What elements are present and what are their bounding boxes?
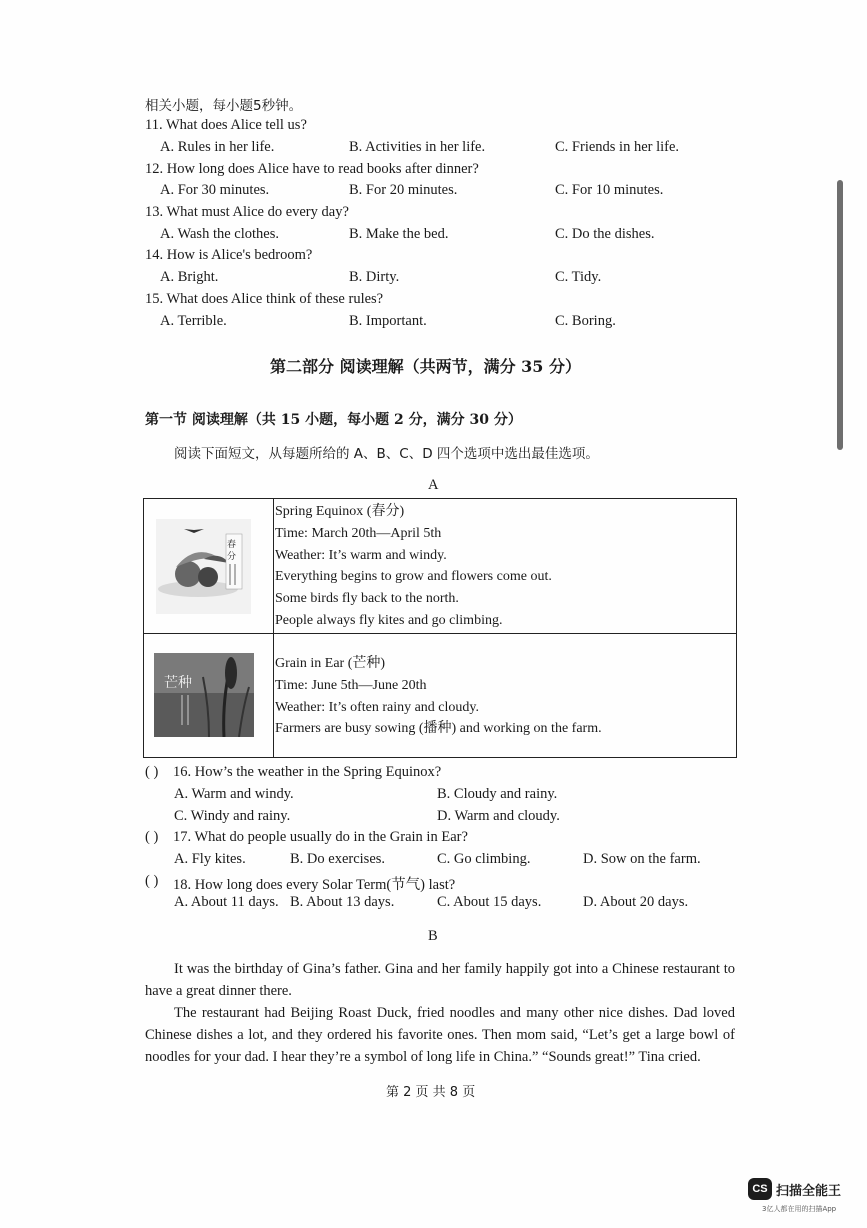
option-b: B. Make the bed. — [349, 226, 449, 242]
passage-b-label: B — [428, 928, 438, 944]
option-c: C. Tidy. — [555, 269, 602, 285]
option-a: A. Bright. — [160, 269, 219, 285]
question-18: 18. How long does every Solar Term(节气) last? — [173, 877, 456, 893]
option-b: B. Cloudy and rainy. — [437, 786, 558, 802]
term-line: Everything begins to grow and flowers come out. — [275, 569, 552, 585]
instructions: 阅读下面短文，从每题所给的 A、B、C、D 四个选项中选出最佳选项。 — [174, 446, 599, 462]
term-time: Time: June 5th—June 20th — [275, 677, 427, 693]
question-13: 13. What must Alice do every day? — [145, 204, 349, 220]
option-c: C. For 10 minutes. — [555, 182, 664, 198]
scanner-logo: CS — [748, 1178, 772, 1200]
spring-equinox-image — [156, 519, 251, 614]
option-b: B. Activities in her life. — [349, 139, 486, 155]
page-footer: 第 2 页 共 8 页 — [386, 1085, 476, 1100]
spring-equinox-text — [275, 499, 736, 633]
image-caption: 春 — [227, 540, 237, 550]
option-a: A. Warm and windy. — [174, 786, 294, 802]
image-caption: 芒种 — [164, 675, 192, 691]
question-11: 11. What does Alice tell us? — [145, 117, 307, 133]
option-b: B. For 20 minutes. — [349, 182, 458, 198]
option-a: A. About 11 days. — [174, 894, 279, 910]
part-two-title: 第二部分 阅读理解（共两节，满分 35 分） — [270, 357, 581, 376]
scanner-tagline: 3亿人都在用的扫描App — [762, 1205, 837, 1213]
term-line: Farmers are busy sowing (播种) and working on the farm. — [275, 721, 602, 737]
answer-blank[interactable]: ( ) — [145, 764, 159, 780]
option-b: B. Do exercises. — [290, 851, 386, 867]
grain-in-ear-image-cell — [144, 633, 274, 757]
scanner-name: 扫描全能王 — [776, 1184, 842, 1199]
option-a: A. Rules in her life. — [160, 139, 275, 155]
option-a: A. Fly kites. — [174, 851, 246, 867]
passage-a-label: A — [428, 477, 439, 493]
term-name: Spring Equinox (春分) — [275, 504, 405, 519]
option-a: A. Wash the clothes. — [160, 226, 279, 242]
spring-equinox-image-cell — [144, 499, 274, 633]
term-line: People always fly kites and go climbing. — [275, 612, 503, 628]
option-b: B. Dirty. — [349, 269, 400, 285]
option-c: C. About 15 days. — [437, 894, 542, 910]
answer-blank[interactable]: ( ) — [145, 829, 159, 845]
intro-line: 相关小题，每小题5秒钟。 — [145, 98, 303, 114]
term-line: Some birds fly back to the north. — [275, 591, 459, 607]
table-row — [144, 499, 736, 634]
question-15: 15. What does Alice think of these rules? — [145, 291, 384, 307]
option-d: D. Sow on the farm. — [583, 851, 701, 867]
question-12: 12. How long does Alice have to read books after dinner? — [145, 161, 479, 177]
term-weather: Weather: It’s often rainy and cloudy. — [275, 699, 480, 715]
grain-in-ear-image — [154, 653, 254, 737]
option-c: C. Friends in her life. — [555, 139, 680, 155]
term-name: Grain in Ear (芒种) — [275, 656, 386, 671]
scrollbar[interactable] — [837, 180, 843, 450]
option-c: C. Go climbing. — [437, 851, 531, 867]
question-17: 17. What do people usually do in the Grain in Ear? — [173, 829, 468, 845]
section-one-title: 第一节 阅读理解（共 15 小题，每小题 2 分，满分 30 分） — [145, 412, 522, 428]
option-c: C. Do the dishes. — [555, 226, 655, 242]
question-16: 16. How’s the weather in the Spring Equinox? — [173, 764, 442, 780]
option-a: A. Terrible. — [160, 313, 227, 329]
option-d: D. Warm and cloudy. — [437, 808, 560, 824]
option-a: A. For 30 minutes. — [160, 182, 270, 198]
image-caption: 分 — [227, 552, 237, 562]
option-b: B. About 13 days. — [290, 894, 395, 910]
option-d: D. About 20 days. — [583, 894, 689, 910]
grain-in-ear-text — [275, 633, 736, 757]
passage-b-paragraph: It was the birthday of Gina’s father. Gina and her family happily got into a Chinese restaurant to have a great dinner there. — [145, 961, 735, 999]
term-time: Time: March 20th—April 5th — [275, 525, 442, 541]
option-c: C. Boring. — [555, 313, 616, 329]
term-weather: Weather: It’s warm and windy. — [275, 547, 447, 563]
table-row — [144, 633, 736, 757]
passage-b-paragraph: The restaurant had Beijing Roast Duck, fried noodles and many other nice dishes. Dad loved Chinese dishes a lot, and they ordered his favorite ones. Then mom said, “Let’s get a large bowl of noodles for your dad. I hear they’re a symbol of long life in China.” “Sounds great!” Tina cried. — [145, 1005, 735, 1065]
answer-blank[interactable]: ( ) — [145, 873, 159, 889]
question-14: 14. How is Alice's bedroom? — [145, 247, 313, 263]
option-b: B. Important. — [349, 313, 427, 329]
option-c: C. Windy and rainy. — [174, 808, 291, 824]
solar-terms-table — [143, 498, 737, 758]
